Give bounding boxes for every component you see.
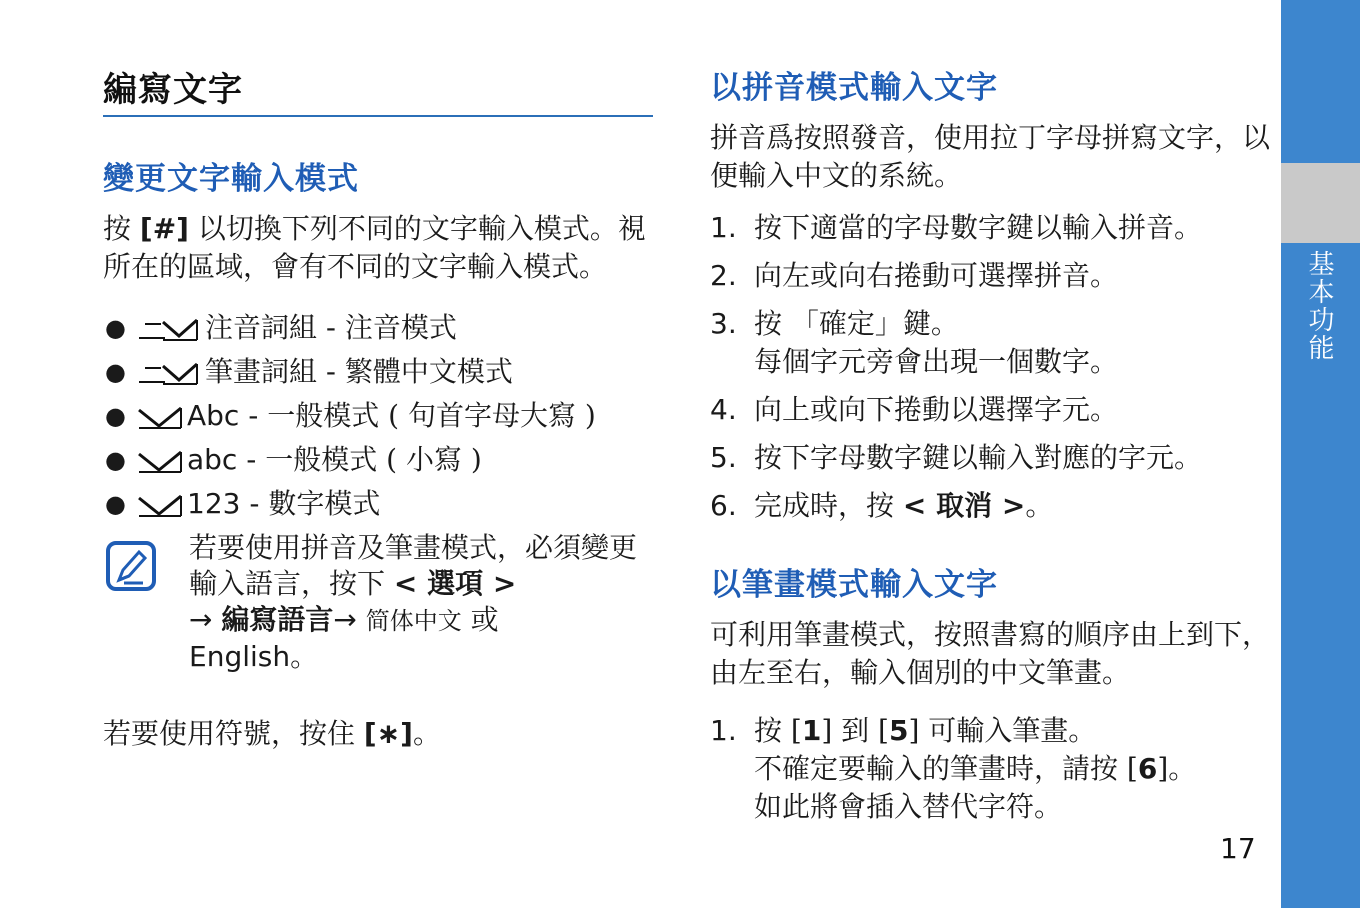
mode-desc: 一般模式 ( 句首字母大寫 ): [267, 399, 596, 432]
step-item: [710, 439, 1270, 477]
stroke-intro: 可利用筆畫模式，按照書寫的順序由上到下，由左至右，輸入個別的中文筆畫。: [710, 618, 1271, 689]
page-number: 17: [1220, 832, 1256, 865]
right-column: [710, 62, 1270, 836]
abc-mode-icon: [137, 404, 183, 432]
cancel-key: < 取消 >: [902, 489, 1026, 522]
line2-pre: 不確定要輸入的筆畫時，請按 [: [754, 752, 1138, 785]
step-end: 。: [1025, 489, 1054, 522]
numeric-mode-icon: [137, 492, 183, 520]
note-text: [189, 530, 653, 675]
step-text: 按下字母數字鍵以輸入對應的字元。: [754, 441, 1203, 474]
arrow-1: →: [189, 603, 222, 636]
step-number: 4.: [710, 393, 737, 426]
mode-item: [103, 482, 653, 526]
step-item: [710, 257, 1270, 295]
note-pre: 若要使用拼音及筆畫模式，必須變更輸入語言，按下: [189, 531, 638, 600]
mode-item: [103, 394, 653, 438]
mode-label: 筆畫詞組: [205, 355, 318, 388]
chapter-tab: [1281, 163, 1360, 243]
mode-label: abc: [187, 443, 238, 476]
bullet-icon: ●: [105, 490, 126, 518]
stroke-heading: 以筆畫模式輸入文字: [710, 567, 998, 603]
step-number: 3.: [710, 307, 737, 340]
step-text: 向左或向右捲動可選擇拼音。: [754, 259, 1119, 292]
step-continuation: 每個字元旁會出現一個數字。: [754, 345, 1119, 378]
step-item: [710, 712, 1270, 826]
step-number: 2.: [710, 259, 737, 292]
zhuyin-mode-icon: [137, 316, 201, 344]
bullet-icon: ●: [105, 358, 126, 386]
step-text: 按下適當的字母數字鍵以輸入拼音。: [754, 211, 1203, 244]
pinyin-steps: [710, 209, 1270, 525]
intro-pre: 按: [103, 212, 140, 245]
step-item: [710, 305, 1270, 381]
abc-mode-icon: [137, 448, 183, 476]
mode-sep: -: [239, 399, 268, 432]
step-number: 1.: [710, 211, 737, 244]
step-number: 5.: [710, 441, 737, 474]
simplified-chinese-option: 简体中文: [365, 607, 462, 635]
key-5: 5: [888, 714, 909, 747]
mode-sep: -: [317, 311, 345, 344]
step-mid: ] 到 [: [821, 714, 889, 747]
note-pencil-icon: [105, 540, 157, 592]
note-box: [103, 530, 653, 675]
step-number: 1.: [710, 714, 737, 747]
symbol-text: [103, 715, 653, 753]
mode-desc: 注音模式: [344, 311, 457, 344]
step-text: 向上或向下捲動以選擇字元。: [754, 393, 1119, 426]
step-item: [710, 209, 1270, 247]
step-continuation: [754, 750, 1270, 788]
step-number: 6.: [710, 489, 737, 522]
step-item: [710, 391, 1270, 429]
mode-label: 注音詞組: [205, 311, 318, 344]
bullet-icon: ●: [105, 314, 126, 342]
line2-post: ]。: [1157, 752, 1197, 785]
mode-sep: -: [240, 487, 269, 520]
intro-post: 以切換下列不同的文字輸入模式。視所在的區域，會有不同的文字輸入模式。: [103, 212, 646, 283]
symbol-post: 。: [412, 717, 441, 750]
pinyin-intro: 拼音爲按照發音，使用拉丁字母拼寫文字，以便輸入中文的系統。: [710, 121, 1271, 192]
key-6: 6: [1137, 752, 1158, 785]
mode-sep: -: [237, 443, 266, 476]
key-1: 1: [801, 714, 822, 747]
chapter-label: 基本功能: [1304, 250, 1334, 362]
mode-item: [103, 306, 653, 350]
step-end: ] 可輸入筆畫。: [908, 714, 1097, 747]
mode-item: [103, 350, 653, 394]
left-column: [103, 62, 653, 753]
mode-desc: 一般模式 ( 小寫 ): [265, 443, 482, 476]
step-item: [710, 487, 1270, 525]
english-option: English: [189, 640, 291, 673]
symbol-pre: 若要使用符號，按住: [103, 717, 364, 750]
note-end: 。: [290, 640, 319, 673]
bullet-icon: ●: [105, 402, 126, 430]
mode-desc: 數字模式: [268, 487, 381, 520]
stroke-steps: [710, 712, 1270, 826]
mode-intro: [103, 210, 653, 286]
mode-sep: -: [317, 355, 345, 388]
mode-list: [103, 306, 653, 526]
mode-label: Abc: [187, 399, 240, 432]
hash-key: [#]: [139, 212, 189, 245]
mode-label: 123: [187, 487, 241, 520]
mode-item: [103, 438, 653, 482]
chapter-sidebar: [1281, 0, 1360, 908]
stroke-mode-icon: [137, 360, 201, 388]
change-mode-heading: 變更文字輸入模式: [103, 161, 359, 197]
mode-desc: 繁體中文模式: [344, 355, 513, 388]
options-key: < 選項 >: [393, 567, 517, 600]
step-text: 按 「確定」鍵。: [754, 307, 959, 340]
step-continuation: 如此將會插入替代字符。: [754, 790, 1063, 823]
step-text: 完成時，按: [754, 489, 903, 522]
arrow-2: →: [333, 603, 366, 636]
or-text: 或: [461, 603, 499, 636]
bullet-icon: ●: [105, 446, 126, 474]
step-text: 按 [: [754, 714, 802, 747]
pinyin-heading: 以拼音模式輸入文字: [710, 70, 998, 106]
page-title: 編寫文字: [103, 62, 653, 117]
star-key: [∗]: [363, 717, 413, 750]
write-language-key: 編寫語言: [221, 603, 334, 636]
